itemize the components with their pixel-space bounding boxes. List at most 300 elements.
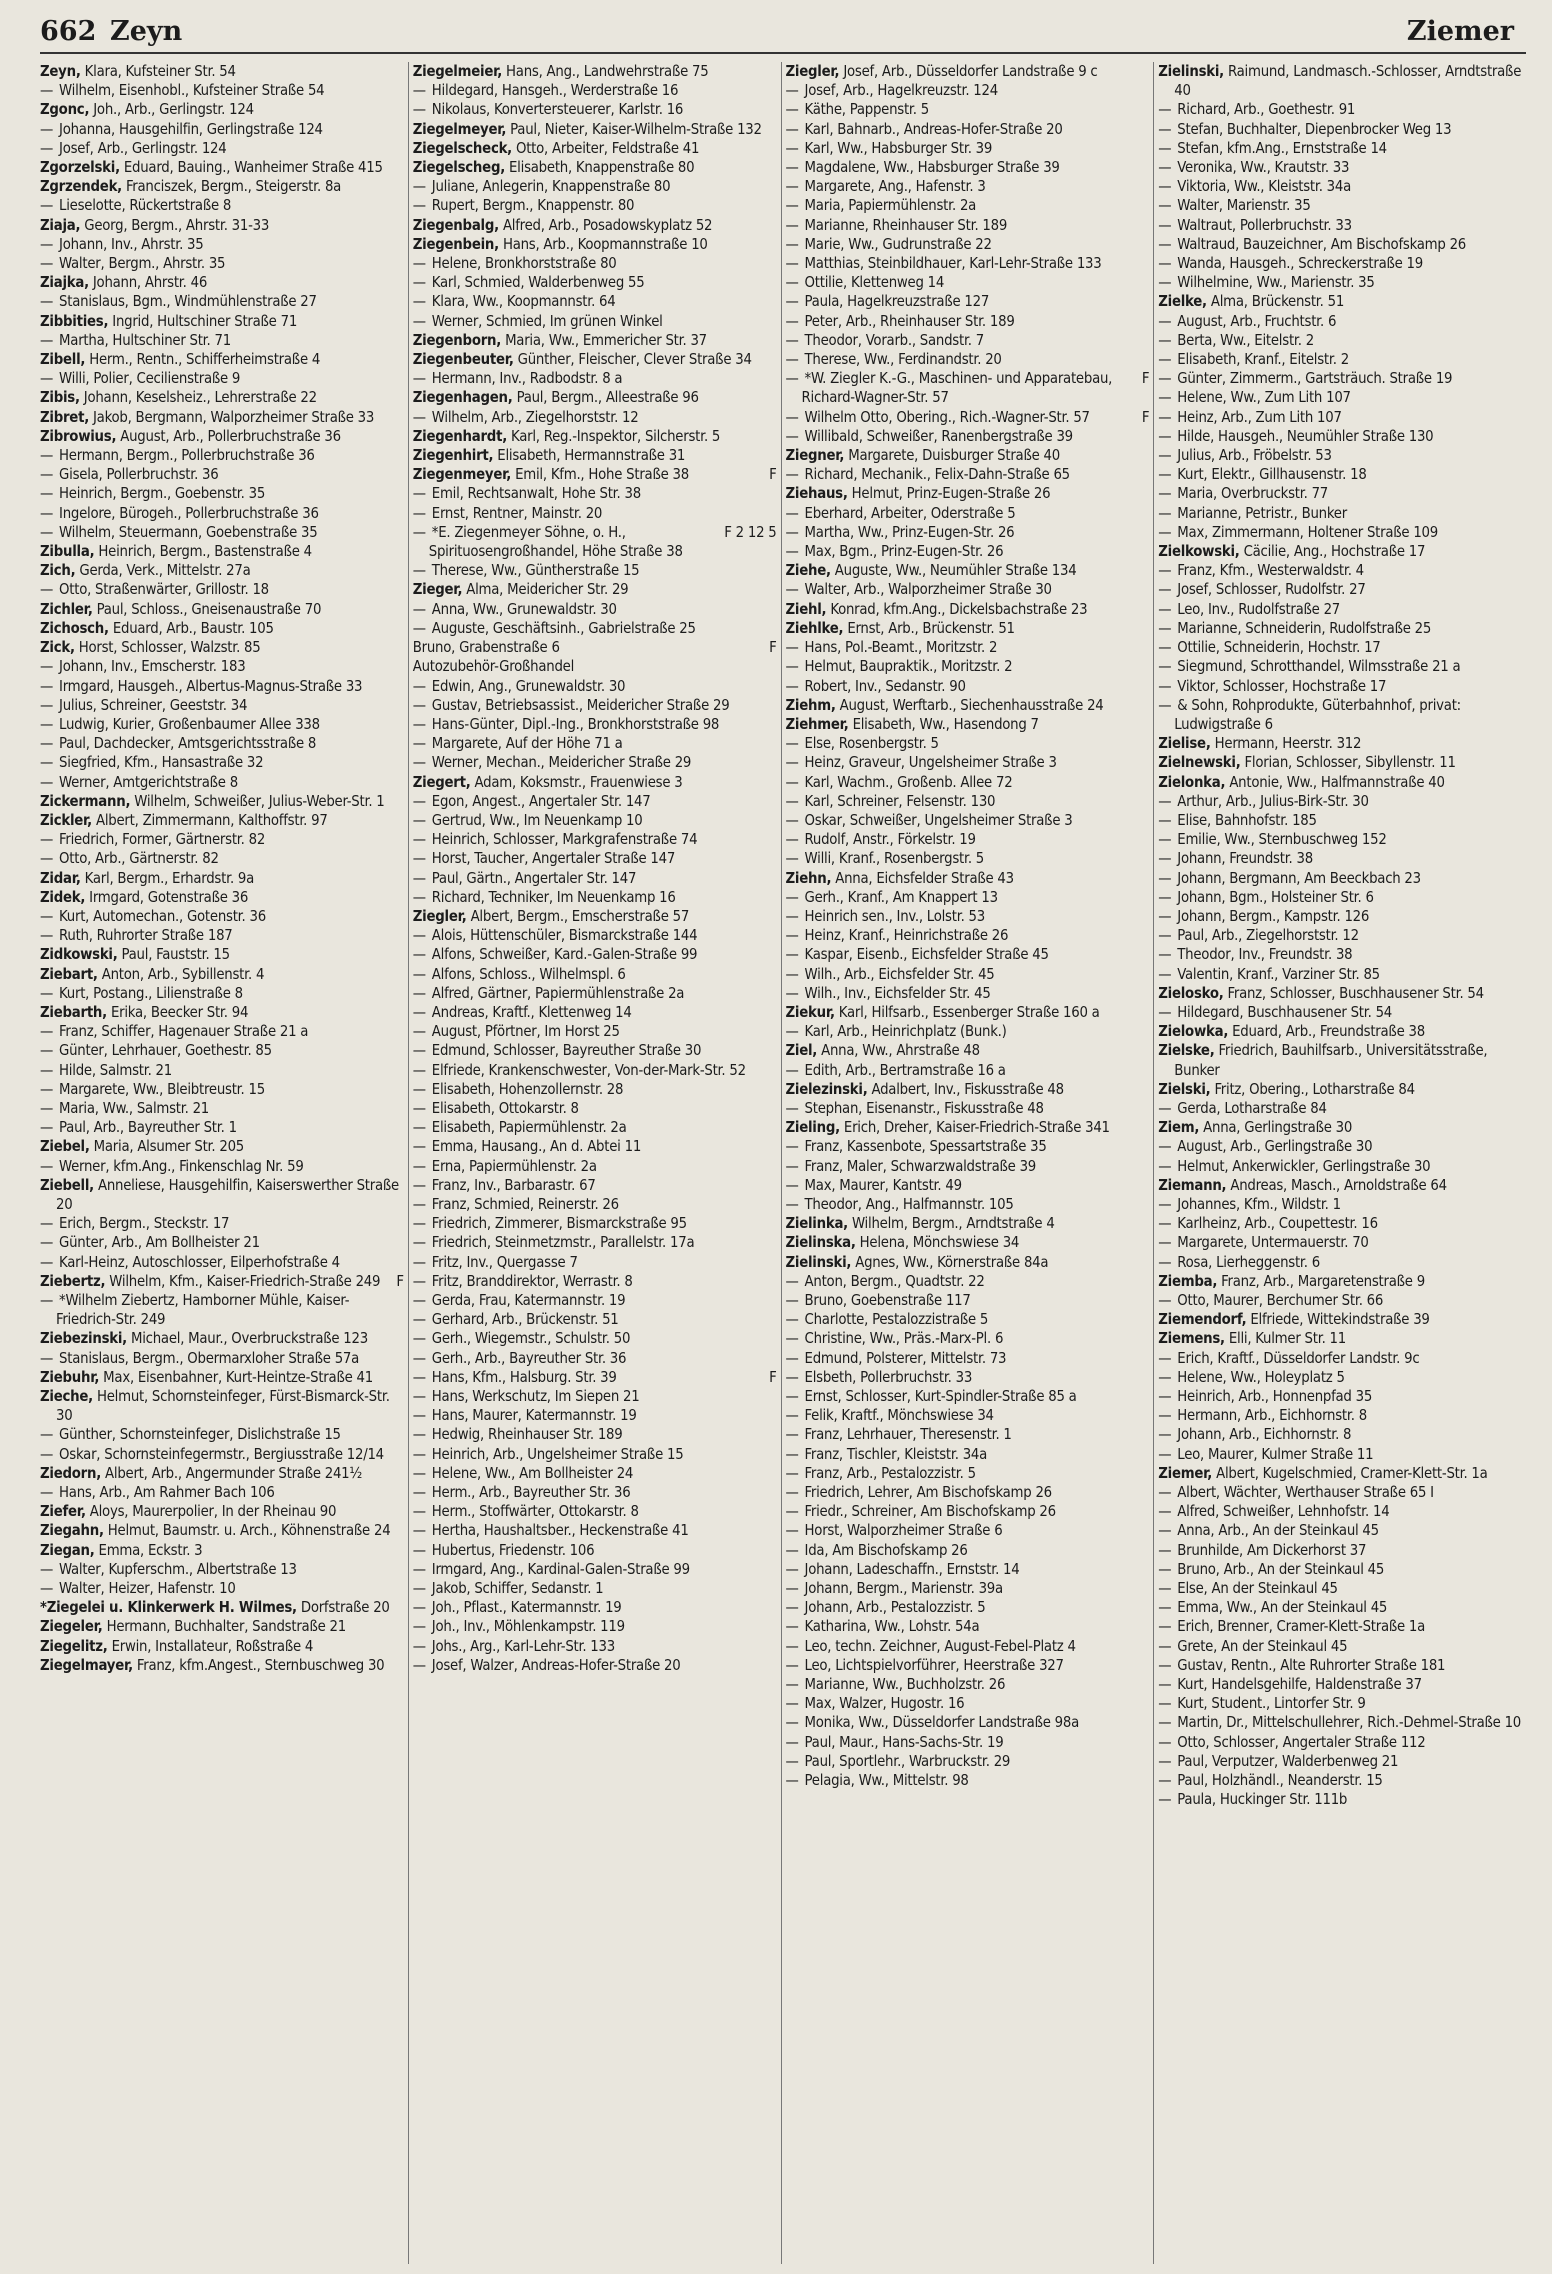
repeat-dash: — xyxy=(40,850,58,868)
directory-entry xyxy=(1158,235,1522,254)
surname: Ziegeler, xyxy=(40,1618,103,1636)
directory-entry xyxy=(786,677,1150,696)
entry-details: Felik, Kraftf., Mönchswiese 34 xyxy=(804,1407,994,1425)
directory-entry xyxy=(786,753,1150,772)
repeat-dash: — xyxy=(1158,1484,1176,1502)
directory-entry xyxy=(413,811,777,830)
entry-details: Hans, Maurer, Katermannstr. 19 xyxy=(431,1407,637,1425)
directory-entry xyxy=(1158,542,1522,561)
directory-entry xyxy=(40,1157,404,1176)
surname: Zielinska, xyxy=(785,1234,856,1252)
directory-entry xyxy=(413,1656,777,1675)
directory-entry xyxy=(40,446,404,465)
entry-details: Helmut, Prinz-Eugen-Straße 26 xyxy=(851,485,1051,503)
directory-entry xyxy=(413,504,777,523)
repeat-dash: — xyxy=(412,523,430,541)
repeat-dash: — xyxy=(785,946,803,964)
repeat-dash: — xyxy=(40,197,58,215)
entry-details: Bruno, Arb., An der Steinkaul 45 xyxy=(1177,1560,1385,1578)
repeat-dash: — xyxy=(412,869,430,887)
directory-entry xyxy=(1158,1022,1522,1041)
surname: Zibulla, xyxy=(40,543,95,561)
surname: Zgonc, xyxy=(40,101,90,119)
repeat-dash: — xyxy=(1158,504,1176,522)
entry-details: Johann, Freundstr. 38 xyxy=(1177,850,1313,868)
repeat-dash: — xyxy=(40,677,58,695)
column-2 xyxy=(408,62,781,2264)
directory-entry xyxy=(786,869,1150,888)
repeat-dash: — xyxy=(785,178,803,196)
repeat-dash: — xyxy=(785,274,803,292)
directory-entry xyxy=(413,715,777,734)
surname: Ziemba, xyxy=(1158,1272,1218,1290)
entry-details: Theodor, Vorarb., Sandstr. 7 xyxy=(804,331,984,349)
directory-entry xyxy=(413,81,777,100)
entry-details: Gerh., Wiegemstr., Schulstr. 50 xyxy=(431,1330,631,1348)
repeat-dash: — xyxy=(785,1503,803,1521)
directory-entry xyxy=(786,1560,1150,1579)
entry-details: Eduard, Arb., Freundstraße 38 xyxy=(1232,1023,1425,1041)
directory-entry xyxy=(413,292,777,311)
repeat-dash: — xyxy=(40,984,58,1002)
repeat-dash: — xyxy=(40,1580,58,1598)
surname: Zidar, xyxy=(40,869,81,887)
surname: Zich, xyxy=(40,562,76,580)
repeat-dash: — xyxy=(40,370,58,388)
entry-details: Margarete, Auf der Höhe 71 a xyxy=(431,735,623,753)
directory-entry xyxy=(40,62,404,81)
entry-details: Else, Rosenbergstr. 5 xyxy=(804,735,939,753)
repeat-dash: — xyxy=(1158,1215,1176,1233)
directory-entry xyxy=(786,811,1150,830)
entry-details: Heinrich, Bergm., Goebenstr. 35 xyxy=(59,485,266,503)
directory-entry xyxy=(40,484,404,503)
entry-details: Heinrich, Bergm., Bastenstraße 4 xyxy=(98,543,312,561)
repeat-dash: — xyxy=(40,1349,58,1367)
repeat-dash: — xyxy=(1158,658,1176,676)
repeat-dash: — xyxy=(785,581,803,599)
entry-details: Anneliese, Hausgehilfin, Kaiserswerther Straße 20 xyxy=(56,1176,399,1213)
directory-entry xyxy=(1158,1752,1522,1771)
entry-details: Hans, Pol.-Beamt., Moritzstr. 2 xyxy=(804,639,998,657)
entry-details: Peter, Arb., Rheinhauser Str. 189 xyxy=(804,312,1015,330)
directory-entry xyxy=(786,1771,1150,1790)
entry-details: Bruno, Grabenstraße 6 xyxy=(412,639,560,657)
repeat-dash: — xyxy=(785,1656,803,1674)
repeat-dash: — xyxy=(1158,1349,1176,1367)
entry-details: Kurt, Handelsgehilfe, Haldenstraße 37 xyxy=(1177,1676,1422,1694)
directory-entry xyxy=(413,216,777,235)
repeat-dash: — xyxy=(1158,1234,1176,1252)
directory-entry xyxy=(786,1118,1150,1137)
directory-entry xyxy=(786,1483,1150,1502)
directory-entry xyxy=(413,965,777,984)
directory-entry xyxy=(1158,1291,1522,1310)
entry-details: Gustav, Betriebsassist., Meidericher Straße 29 xyxy=(431,696,730,714)
directory-entry xyxy=(1158,677,1522,696)
repeat-dash: — xyxy=(785,331,803,349)
repeat-dash: — xyxy=(1158,1099,1176,1117)
repeat-dash: — xyxy=(785,1023,803,1041)
repeat-dash: — xyxy=(412,1311,430,1329)
repeat-dash: — xyxy=(412,1215,430,1233)
directory-entry xyxy=(40,465,404,484)
entry-details: Gisela, Pollerbruchstr. 36 xyxy=(59,466,219,484)
surname: Ziegner, xyxy=(785,447,845,465)
entry-details: Horst, Schlosser, Walzstr. 85 xyxy=(78,639,261,657)
surname: Ziegenhagen, xyxy=(412,389,513,407)
entry-details: Walter, Arb., Walporzheimer Straße 30 xyxy=(804,581,1052,599)
directory-entry xyxy=(40,427,404,446)
directory-entry xyxy=(413,1406,777,1425)
repeat-dash: — xyxy=(1158,1772,1176,1790)
surname: Ziebuhr, xyxy=(40,1368,100,1386)
directory-entry xyxy=(40,677,404,696)
directory-entry xyxy=(786,523,1150,542)
entry-details: Paul, Bergm., Alleestraße 96 xyxy=(516,389,699,407)
entry-details: Max, Zimmermann, Holtener Straße 109 xyxy=(1177,523,1438,541)
entry-details: Alois, Hüttenschüler, Bismarckstraße 144 xyxy=(431,927,698,945)
directory-entry xyxy=(786,619,1150,638)
repeat-dash: — xyxy=(785,1445,803,1463)
repeat-dash: — xyxy=(1158,197,1176,215)
surname: Zickler, xyxy=(40,811,92,829)
directory-entry xyxy=(40,600,404,619)
directory-entry xyxy=(786,984,1150,1003)
directory-entry xyxy=(40,1118,404,1137)
directory-entry xyxy=(786,1022,1150,1041)
directory-entry xyxy=(40,196,404,215)
repeat-dash: — xyxy=(785,1714,803,1732)
surname: Ziekur, xyxy=(785,1003,835,1021)
entry-details: Joh., Arb., Gerlingstr. 124 xyxy=(93,101,254,119)
entry-details: Elisabeth, Knappenstraße 80 xyxy=(509,159,695,177)
repeat-dash: — xyxy=(1158,562,1176,580)
directory-entry xyxy=(786,1521,1150,1540)
directory-entry xyxy=(40,1560,404,1579)
directory-entry xyxy=(1158,1521,1522,1540)
directory-entry xyxy=(413,120,777,139)
entry-details: Valentin, Kranf., Varziner Str. 85 xyxy=(1177,965,1380,983)
entry-details: Emil, Kfm., Hohe Straße 38 xyxy=(515,466,689,484)
entry-details: Johann, Bergm., Kampstr. 126 xyxy=(1177,907,1370,925)
directory-entry xyxy=(413,1598,777,1617)
directory-entry xyxy=(786,1310,1150,1329)
entry-details: Auguste, Ww., Neumühler Straße 134 xyxy=(834,562,1077,580)
directory-entry xyxy=(1158,1541,1522,1560)
directory-entry xyxy=(1158,1099,1522,1118)
directory-entry xyxy=(413,465,777,484)
entry-details: Anna, Ww., Ahrstraße 48 xyxy=(821,1042,980,1060)
entry-details: Viktor, Schlosser, Hochstraße 17 xyxy=(1177,677,1387,695)
phone-marker: F xyxy=(769,466,777,484)
surname: Ziegelscheck, xyxy=(412,139,512,157)
directory-entry xyxy=(40,312,404,331)
repeat-dash: — xyxy=(412,831,430,849)
repeat-dash: — xyxy=(1158,907,1176,925)
repeat-dash: — xyxy=(1158,523,1176,541)
directory-entry xyxy=(786,965,1150,984)
entry-details: Franz, Schlosser, Buschhausener Str. 54 xyxy=(1227,984,1484,1002)
directory-entry xyxy=(786,1598,1150,1617)
repeat-dash: — xyxy=(412,1253,430,1271)
entry-details: Julius, Schreiner, Geeststr. 34 xyxy=(59,696,248,714)
entry-details: Walter, Heizer, Hafenstr. 10 xyxy=(59,1580,236,1598)
repeat-dash: — xyxy=(785,1349,803,1367)
directory-entry xyxy=(40,81,404,100)
surname: Ziehe, xyxy=(785,562,831,580)
directory-entry xyxy=(786,1733,1150,1752)
entry-details: Andreas, Masch., Arnoldstraße 64 xyxy=(1230,1176,1447,1194)
entry-details: Paul, Holzhändl., Neanderstr. 15 xyxy=(1177,1772,1383,1790)
repeat-dash: — xyxy=(1158,1503,1176,1521)
directory-entry xyxy=(413,561,777,580)
entry-details: Kaspar, Eisenb., Eichsfelder Straße 45 xyxy=(804,946,1049,964)
entry-details: Franz, kfm.Angest., Sternbuschweg 30 xyxy=(136,1656,385,1674)
directory-entry xyxy=(1158,600,1522,619)
directory-entry xyxy=(1158,1041,1522,1079)
repeat-dash: — xyxy=(1158,850,1176,868)
entry-details: Hilde, Hausgeh., Neumühler Straße 130 xyxy=(1177,427,1434,445)
repeat-dash: — xyxy=(785,427,803,445)
directory-entry xyxy=(413,1118,777,1137)
entry-details: Stefan, kfm.Ang., Ernststraße 14 xyxy=(1177,139,1387,157)
directory-entry xyxy=(786,1137,1150,1156)
directory-entry xyxy=(413,1157,777,1176)
entry-details: Adalbert, Inv., Fiskusstraße 48 xyxy=(871,1080,1064,1098)
entry-details: Günter, Lehrhauer, Goethestr. 85 xyxy=(59,1042,272,1060)
entry-details: Pelagia, Ww., Mittelstr. 98 xyxy=(804,1772,969,1790)
repeat-dash: — xyxy=(40,773,58,791)
surname: Ziebell, xyxy=(40,1176,94,1194)
entry-details: Helmut, Ankerwickler, Gerlingstraße 30 xyxy=(1177,1157,1431,1175)
repeat-dash: — xyxy=(40,504,58,522)
repeat-dash: — xyxy=(785,255,803,273)
repeat-dash: — xyxy=(412,562,430,580)
surname: Zidkowski, xyxy=(40,946,118,964)
repeat-dash: — xyxy=(785,754,803,772)
repeat-dash: — xyxy=(412,1445,430,1463)
repeat-dash: — xyxy=(1158,1292,1176,1309)
directory-entry xyxy=(413,1329,777,1348)
surname: Ziegenbeuter, xyxy=(412,351,514,369)
entry-details: Elise, Bahnhofstr. 185 xyxy=(1177,811,1317,829)
entry-details: Joh., Pflast., Katermannstr. 19 xyxy=(431,1599,622,1617)
entry-details: Stanislaus, Bergm., Obermarxloher Straße 57a xyxy=(59,1349,360,1367)
directory-entry xyxy=(40,965,404,984)
surname: Ziefer, xyxy=(40,1503,86,1521)
repeat-dash: — xyxy=(412,1292,430,1309)
repeat-dash: — xyxy=(412,1023,430,1041)
directory-entry xyxy=(786,158,1150,177)
directory-entry xyxy=(413,427,777,446)
directory-entry xyxy=(413,1233,777,1252)
directory-entry xyxy=(413,177,777,196)
surname: Ziegelmayer, xyxy=(40,1656,133,1674)
directory-entry xyxy=(1158,1387,1522,1406)
repeat-dash: — xyxy=(785,1099,803,1117)
repeat-dash: — xyxy=(785,1388,803,1406)
repeat-dash: — xyxy=(412,312,430,330)
entry-details: Alfons, Schweißer, Kard.-Galen-Straße 99 xyxy=(431,946,698,964)
header-last-name: Ziemer xyxy=(1406,16,1514,47)
directory-entry xyxy=(1158,753,1522,772)
repeat-dash: — xyxy=(412,504,430,522)
entry-details: Anna, Arb., An der Steinkaul 45 xyxy=(1177,1522,1379,1540)
directory-entry xyxy=(413,830,777,849)
directory-entry xyxy=(413,1349,777,1368)
directory-entry xyxy=(413,235,777,254)
directory-entry xyxy=(40,120,404,139)
directory-entry xyxy=(413,1387,777,1406)
directory-entry xyxy=(40,1291,404,1329)
repeat-dash: — xyxy=(412,1003,430,1021)
surname: Ziegenbein, xyxy=(412,235,499,253)
repeat-dash: — xyxy=(1158,639,1176,657)
entry-details: Dorfstraße 20 xyxy=(300,1599,390,1617)
entry-details: Ernst, Rentner, Mainstr. 20 xyxy=(431,504,603,522)
surname: Zibret, xyxy=(40,408,90,426)
repeat-dash: — xyxy=(785,1637,803,1655)
surname: Zielinski, xyxy=(785,1253,852,1271)
phone-marker: F xyxy=(769,1368,777,1386)
entry-details: Alfons, Schloss., Wilhelmspl. 6 xyxy=(431,965,626,983)
repeat-dash: — xyxy=(412,178,430,196)
surname: Zibrowius, xyxy=(40,427,117,445)
entry-details: Erich, Brenner, Cramer-Klett-Straße 1a xyxy=(1177,1618,1426,1636)
directory-entry xyxy=(413,196,777,215)
directory-entry xyxy=(1158,1579,1522,1598)
directory-entry xyxy=(413,100,777,119)
surname: Ziehaus, xyxy=(785,485,848,503)
directory-entry xyxy=(786,81,1150,100)
repeat-dash: — xyxy=(412,1388,430,1406)
entry-details: Friedrich, Lehrer, Am Bischofskamp 26 xyxy=(804,1484,1052,1502)
entry-details: Elisabeth, Hermannstraße 31 xyxy=(497,447,686,465)
directory-entry xyxy=(1158,331,1522,350)
entry-details: Paul, Schloss., Gneisenaustraße 70 xyxy=(96,600,322,618)
directory-entry xyxy=(40,907,404,926)
repeat-dash: — xyxy=(40,485,58,503)
directory-entry xyxy=(40,1483,404,1502)
repeat-dash: — xyxy=(40,1292,58,1309)
surname: Zielkowski, xyxy=(1158,543,1240,561)
surname: Zielinka, xyxy=(785,1215,848,1233)
repeat-dash: — xyxy=(1158,159,1176,177)
repeat-dash: — xyxy=(40,139,58,157)
entry-details: Otto, Maurer, Berchumer Str. 66 xyxy=(1177,1292,1384,1309)
entry-details: Lieselotte, Rückertstraße 8 xyxy=(59,197,232,215)
entry-details: Oskar, Schweißer, Ungelsheimer Straße 3 xyxy=(804,811,1073,829)
directory-entry xyxy=(1158,734,1522,753)
entry-details: Günter, Arb., Am Bollheister 21 xyxy=(59,1234,260,1252)
directory-entry xyxy=(1158,1137,1522,1156)
repeat-dash: — xyxy=(1158,1618,1176,1636)
directory-entry xyxy=(40,523,404,542)
entry-details: Hans-Günter, Dipl.-Ing., Bronkhorststraße 98 xyxy=(431,715,720,733)
directory-entry xyxy=(786,408,1150,427)
entry-details: Friedrich, Zimmerer, Bismarckstraße 95 xyxy=(431,1215,687,1233)
repeat-dash: — xyxy=(785,82,803,100)
directory-entry xyxy=(786,1617,1150,1636)
entry-details: Stephan, Eisenanstr., Fiskusstraße 48 xyxy=(804,1099,1044,1117)
repeat-dash: — xyxy=(412,696,430,714)
entry-details: Albert, Zimmermann, Kalthoffstr. 97 xyxy=(95,811,328,829)
entry-details: Hertha, Haushaltsber., Heckenstraße 41 xyxy=(431,1522,689,1540)
entry-details: Hildegard, Buschhausener Str. 54 xyxy=(1177,1003,1393,1021)
entry-details: Hermann, Inv., Radbodstr. 8 a xyxy=(431,370,623,388)
entry-details: Alfred, Gärtner, Papiermühlenstraße 2a xyxy=(431,984,685,1002)
entry-details: Gerda, Lotharstraße 84 xyxy=(1177,1099,1327,1117)
entry-details: Anton, Arb., Sybillenstr. 4 xyxy=(101,965,265,983)
entry-details: Kurt, Elektr., Gillhausenstr. 18 xyxy=(1177,466,1367,484)
entry-details: Ingelore, Bürogeh., Pollerbruchstraße 36 xyxy=(59,504,319,522)
entry-details: Leo, Inv., Rudolfstraße 27 xyxy=(1177,600,1341,618)
entry-details: Oskar, Schornsteinfegermstr., Bergiusstraße 12/14 xyxy=(59,1445,384,1463)
directory-entry xyxy=(40,1637,404,1656)
directory-entry xyxy=(40,254,404,273)
entry-details: Kurt, Postang., Lilienstraße 8 xyxy=(59,984,243,1002)
entry-details: Franciszek, Bergm., Steigerstr. 8a xyxy=(125,178,342,196)
entry-details: Ottilie, Schneiderin, Hochstr. 17 xyxy=(1177,639,1381,657)
directory-entry xyxy=(413,273,777,292)
directory-entry xyxy=(1158,561,1522,580)
repeat-dash: — xyxy=(1158,831,1176,849)
directory-entry xyxy=(413,849,777,868)
repeat-dash: — xyxy=(412,408,430,426)
repeat-dash: — xyxy=(40,735,58,753)
repeat-dash: — xyxy=(785,984,803,1002)
repeat-dash: — xyxy=(40,907,58,925)
directory-entry xyxy=(786,1675,1150,1694)
directory-entry xyxy=(786,1541,1150,1560)
directory-entry xyxy=(40,235,404,254)
directory-entry xyxy=(40,1022,404,1041)
entry-details: Alfred, Schweißer, Lehnhofstr. 14 xyxy=(1177,1503,1390,1521)
repeat-dash: — xyxy=(412,255,430,273)
surname: Zielinski, xyxy=(1158,63,1224,80)
surname: Zielise, xyxy=(1158,735,1211,753)
directory-entry xyxy=(413,1003,777,1022)
entry-details: Marianne, Schneiderin, Rudolfstraße 25 xyxy=(1177,619,1432,637)
entry-details: Johann, Arb., Pestalozzistr. 5 xyxy=(804,1599,986,1617)
entry-details: Florian, Schlosser, Sibyllenstr. 11 xyxy=(1244,754,1456,772)
repeat-dash: — xyxy=(40,1119,58,1137)
entry-details: Helmut, Baupraktik., Moritzstr. 2 xyxy=(804,658,1013,676)
surname: Ziehmer, xyxy=(785,715,849,733)
directory-entry xyxy=(1158,196,1522,215)
entry-details: August, Arb., Gerlingstraße 30 xyxy=(1177,1138,1373,1156)
directory-entry xyxy=(786,235,1150,254)
entry-details: Karl, Ww., Habsburger Str. 39 xyxy=(804,139,993,157)
directory-entry xyxy=(413,369,777,388)
repeat-dash: — xyxy=(40,466,58,484)
repeat-dash: — xyxy=(412,1234,430,1252)
repeat-dash: — xyxy=(40,831,58,849)
repeat-dash: — xyxy=(1158,1580,1176,1598)
column-4 xyxy=(1153,62,1526,2264)
directory-columns xyxy=(40,62,1526,2264)
repeat-dash: — xyxy=(1158,811,1176,829)
repeat-dash: — xyxy=(40,1061,58,1079)
entry-details: Theodor, Ang., Halfmannstr. 105 xyxy=(804,1195,1014,1213)
directory-entry xyxy=(413,388,777,407)
entry-details: Johann, Arb., Eichhornstr. 8 xyxy=(1177,1426,1352,1444)
directory-entry xyxy=(786,1713,1150,1732)
repeat-dash: — xyxy=(1158,792,1176,810)
entry-details: Helene, Ww., Holeyplatz 5 xyxy=(1177,1368,1345,1386)
surname: Ziebertz, xyxy=(40,1272,106,1290)
